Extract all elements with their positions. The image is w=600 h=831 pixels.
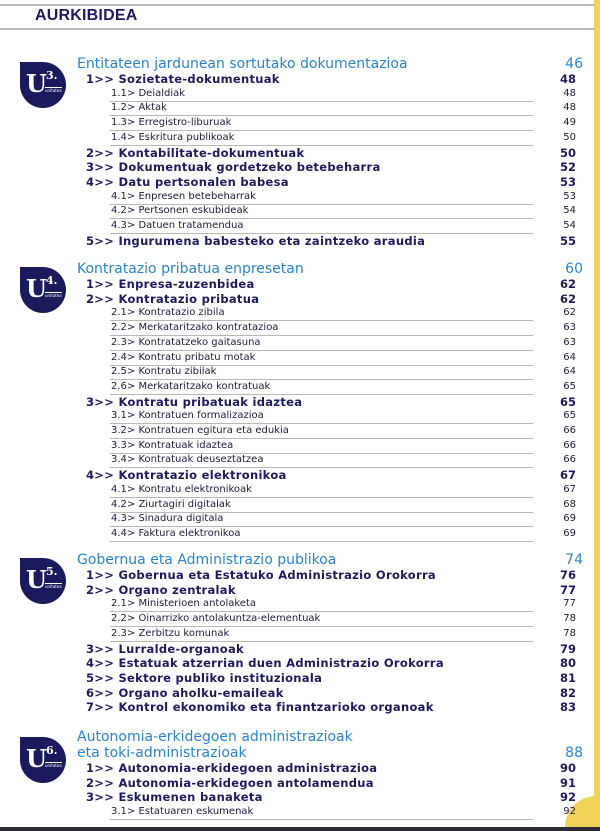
toc-entry-page: 53 (559, 174, 576, 189)
toc-chapter-row[interactable] (0, 274, 594, 291)
toc-chapter-row[interactable] (0, 160, 594, 174)
toc-chapter-row[interactable] (0, 686, 594, 700)
toc-entry-label: 4.1> Kontratu elektronikoak (111, 483, 252, 495)
toc-entry-page: 65 (563, 410, 576, 422)
toc-entry-label: 2.2> Oinarrizko antolakuntza-elementuak (111, 613, 321, 625)
toc-subsection-row[interactable] (0, 116, 594, 130)
toc-subsection-row[interactable] (0, 190, 594, 204)
toc-entry-page: 69 (563, 513, 576, 525)
toc-subsection-row[interactable] (0, 336, 594, 350)
toc-entry-label: 2.1> Ministerioen antolaketa (111, 598, 256, 610)
toc-subsection-row[interactable] (0, 597, 594, 611)
unit-badge-sub: unitatea (45, 88, 62, 93)
toc-entry-label: 1.2> Aktak (111, 102, 167, 114)
unit-page-number: 74 (565, 552, 583, 568)
unit-badge-number: 6. (46, 744, 58, 757)
toc-entry-page: 69 (563, 527, 576, 539)
toc-entry-page: 82 (559, 685, 576, 700)
page-title: AURKIBIDEA (35, 7, 138, 24)
toc-subsection-row[interactable] (0, 453, 594, 467)
toc-entry-label: 4.3> Sinadura digitala (111, 513, 224, 525)
unit-title[interactable]: Gobernua eta Administrazio publikoa (77, 552, 337, 568)
unit-badge-letter: U (26, 565, 47, 594)
unit-badge-number: 3. (46, 69, 58, 82)
toc-subsection-row[interactable] (0, 498, 594, 512)
toc-entry-label: 4.1> Enpresen betebeharrak (111, 190, 256, 202)
toc-subsection-row[interactable] (0, 204, 594, 218)
toc-entry-label: 3.3> Kontratuak idaztea (111, 439, 234, 451)
toc-entry-label: 4.4> Faktura elektronikoa (111, 527, 241, 539)
toc-subsection-row[interactable] (0, 512, 594, 526)
toc-entry-label: 2.2> Merkataritzako kontratazioa (111, 322, 279, 334)
toc-entry-label: 2.5> Kontratu zibilak (111, 366, 217, 378)
unit-title[interactable]: Kontratazio pribatua enpresetan (77, 261, 304, 277)
toc-chapter-row[interactable] (0, 671, 594, 685)
toc-entry-page: 66 (563, 454, 576, 466)
toc-entry-rule (110, 819, 533, 820)
toc-entry-rule (110, 541, 533, 542)
toc-entry-label: 2.3> Zerbitzu komunak (111, 627, 230, 639)
toc-subsection-row[interactable] (0, 87, 594, 101)
unit-badge-sub: unitatea (45, 584, 62, 589)
toc-entry-label: 2.4> Kontratu pribatu motak (111, 351, 256, 363)
toc-entry-page: 50 (559, 145, 576, 160)
toc-chapter-row[interactable] (0, 468, 594, 482)
toc-entry-label: 1>> Enpresa-zuzenbidea (86, 277, 255, 291)
toc-chapter-row[interactable] (0, 395, 594, 409)
toc-entry-label: 4>> Datu pertsonalen babesa (86, 174, 289, 189)
toc-entry-label: 2.6> Merkataritzako kontratuak (111, 380, 271, 392)
toc-entry-page: 62 (559, 291, 576, 306)
toc-entry-page: 48 (559, 72, 576, 86)
toc-entry-label: 1.1> Deialdiak (111, 87, 186, 99)
toc-entry-page: 81 (559, 670, 576, 685)
toc-entry-label: 2.3> Kontratatzeko gaitasuna (111, 336, 261, 348)
toc-entry-label: 1>> Autonomia-erkidegoen administrazioa (86, 761, 378, 775)
toc-entry-page: 66 (563, 425, 576, 436)
toc-entry-page: 48 (563, 102, 576, 114)
toc-entry-page: 77 (563, 598, 576, 610)
toc-entry-label: 3>> Eskumenen banaketa (86, 790, 263, 805)
toc-subsection-row[interactable] (0, 131, 594, 145)
toc-chapter-row[interactable] (0, 292, 594, 306)
toc-entry-page: 67 (563, 483, 576, 495)
toc-entry-page: 78 (563, 613, 576, 625)
toc-subsection-row[interactable] (0, 321, 594, 335)
toc-entry-page: 66 (563, 439, 576, 451)
unit-title[interactable]: eta toki-administrazioak (77, 745, 247, 761)
toc-entry-page: 63 (563, 336, 576, 348)
page-bottom-border (0, 827, 600, 831)
toc-subsection-row[interactable] (0, 439, 594, 453)
toc-chapter-row[interactable] (0, 790, 594, 804)
toc-entry-page: 55 (559, 233, 576, 248)
toc-entry-label: 7>> Kontrol ekonomiko eta finantzarioko organoak (86, 700, 434, 715)
toc-subsection-row[interactable] (0, 351, 594, 365)
toc-entry-label: 1.4> Eskritura publikoak (111, 131, 235, 143)
toc-entry-page: 90 (559, 761, 576, 775)
toc-chapter-row[interactable] (0, 642, 594, 656)
toc-entry-label: 4>> Kontratazio elektronikoa (86, 468, 287, 483)
toc-entry-label: 4.2> Ziurtagiri digitalak (111, 498, 231, 510)
toc-subsection-row[interactable] (0, 409, 594, 423)
toc-subsection-row[interactable] (0, 365, 594, 379)
toc-entry-page: 80 (559, 656, 576, 671)
toc-entry-page: 77 (559, 582, 576, 597)
page-edge-strip (594, 0, 600, 831)
toc-subsection-row[interactable] (0, 306, 594, 320)
toc-entry-page: 65 (563, 380, 576, 392)
toc-entry-page: 49 (563, 117, 576, 129)
toc-entry-label: 4>> Estatuak atzerrian duen Administrazio Orokorra (86, 656, 444, 671)
toc-chapter-row[interactable] (0, 656, 594, 670)
toc-chapter-row[interactable] (0, 146, 594, 160)
toc-chapter-row[interactable] (0, 234, 594, 248)
toc-entry-page: 62 (563, 307, 576, 319)
toc-entry-label: 2>> Autonomia-erkidegoen antolamendua (86, 775, 374, 790)
toc-entry-page: 50 (563, 131, 576, 143)
toc-subsection-row[interactable] (0, 424, 594, 438)
unit-badge-sub: unitatea (45, 293, 62, 298)
toc-entry-label: 3>> Kontratu pribatuak idaztea (86, 394, 303, 409)
unit-badge-letter: U (26, 744, 47, 773)
toc-entry-label: 5>> Sektore publiko instituzionala (86, 670, 323, 685)
toc-entry-label: 3.2> Kontratuen egitura eta edukia (111, 425, 289, 436)
toc-chapter-row[interactable] (0, 565, 594, 582)
toc-entry-page: 64 (563, 351, 576, 363)
unit-badge-number: 5. (46, 565, 58, 578)
toc-subsection-row[interactable] (0, 380, 594, 394)
toc-entry-label: 2.1> Kontratazio zibila (111, 307, 225, 319)
header-rule-top (0, 4, 594, 6)
toc-chapter-row[interactable] (0, 776, 594, 790)
toc-chapter-row[interactable] (0, 583, 594, 597)
unit-badge-letter: U (26, 274, 47, 303)
toc-entry-label: 5>> Ingurumena babesteko eta zaintzeko araudia (86, 233, 426, 248)
toc-entry-label: 1.3> Erregistro-liburuak (111, 117, 232, 129)
header-rule-bottom (0, 28, 594, 30)
toc-entry-label: 3>> Dokumentuak gordetzeko betebeharra (86, 160, 381, 175)
toc-subsection-row[interactable] (0, 627, 594, 641)
toc-subsection-row[interactable] (0, 483, 594, 497)
toc-entry-label: 3.4> Kontratuak deuseztatzea (111, 454, 264, 466)
toc-entry-label: 1>> Gobernua eta Estatuko Administrazio Orokorra (86, 568, 436, 582)
toc-entry-page: 65 (559, 394, 576, 409)
unit-title[interactable]: Autonomia-erkidegoen administrazioak (77, 729, 353, 745)
toc-entry-page: 78 (563, 627, 576, 639)
toc-entry-page: 64 (563, 366, 576, 378)
toc-entry-page: 54 (563, 205, 576, 217)
unit-title[interactable]: Entitateen jardunean sortutako dokumentazioa (77, 56, 408, 72)
toc-subsection-row[interactable] (0, 527, 594, 541)
toc-entry-page: 83 (559, 700, 576, 715)
toc-entry-label: 2>> Kontabilitate-dokumentuak (86, 145, 305, 160)
unit-page-number: 46 (565, 56, 583, 72)
toc-entry-label: 6>> Organo aholku-emaileak (86, 685, 284, 700)
toc-entry-label: 3>> Lurralde-organoak (86, 641, 245, 656)
toc-chapter-row[interactable] (0, 175, 594, 189)
toc-entry-page: 76 (559, 568, 576, 582)
toc-entry-label: 2>> Kontratazio pribatua (86, 291, 260, 306)
toc-entry-page: 54 (563, 220, 576, 231)
toc-chapter-row[interactable] (0, 69, 594, 86)
toc-subsection-row[interactable] (0, 219, 594, 233)
toc-entry-label: 3.1> Kontratuen formalizazioa (111, 410, 264, 422)
toc-subsection-row[interactable] (0, 805, 594, 819)
unit-page-number: 60 (565, 261, 583, 277)
toc-entry-page: 48 (563, 87, 576, 99)
toc-entry-page: 91 (559, 775, 576, 790)
toc-chapter-row[interactable] (0, 761, 594, 775)
toc-entry-page: 53 (563, 190, 576, 202)
toc-subsection-row[interactable] (0, 612, 594, 626)
toc-entry-page: 52 (559, 160, 576, 175)
toc-entry-label: 4.3> Datuen tratamendua (111, 220, 244, 231)
toc-entry-page: 92 (563, 806, 576, 818)
toc-entry-label: 4.2> Pertsonen eskubideak (111, 205, 249, 217)
toc-entry-page: 67 (559, 468, 576, 483)
toc-entry-page: 62 (559, 277, 576, 291)
unit-badge-letter: U (26, 69, 47, 98)
toc-entry-page: 79 (559, 641, 576, 656)
toc-entry-label: 3.1> Estatuaren eskumenak (111, 806, 254, 818)
toc-entry-page: 68 (563, 498, 576, 510)
unit-badge-sub: unitatea (45, 763, 62, 768)
toc-entry-label: 2>> Organo zentralak (86, 582, 236, 597)
toc-subsection-row[interactable] (0, 101, 594, 115)
unit-page-number: 88 (565, 745, 583, 761)
toc-entry-page: 92 (559, 790, 576, 805)
toc-entry-label: 1>> Sozietate-dokumentuak (86, 72, 280, 86)
toc-chapter-row[interactable] (0, 700, 594, 714)
unit-badge-number: 4. (46, 274, 58, 287)
toc-entry-page: 63 (563, 322, 576, 334)
